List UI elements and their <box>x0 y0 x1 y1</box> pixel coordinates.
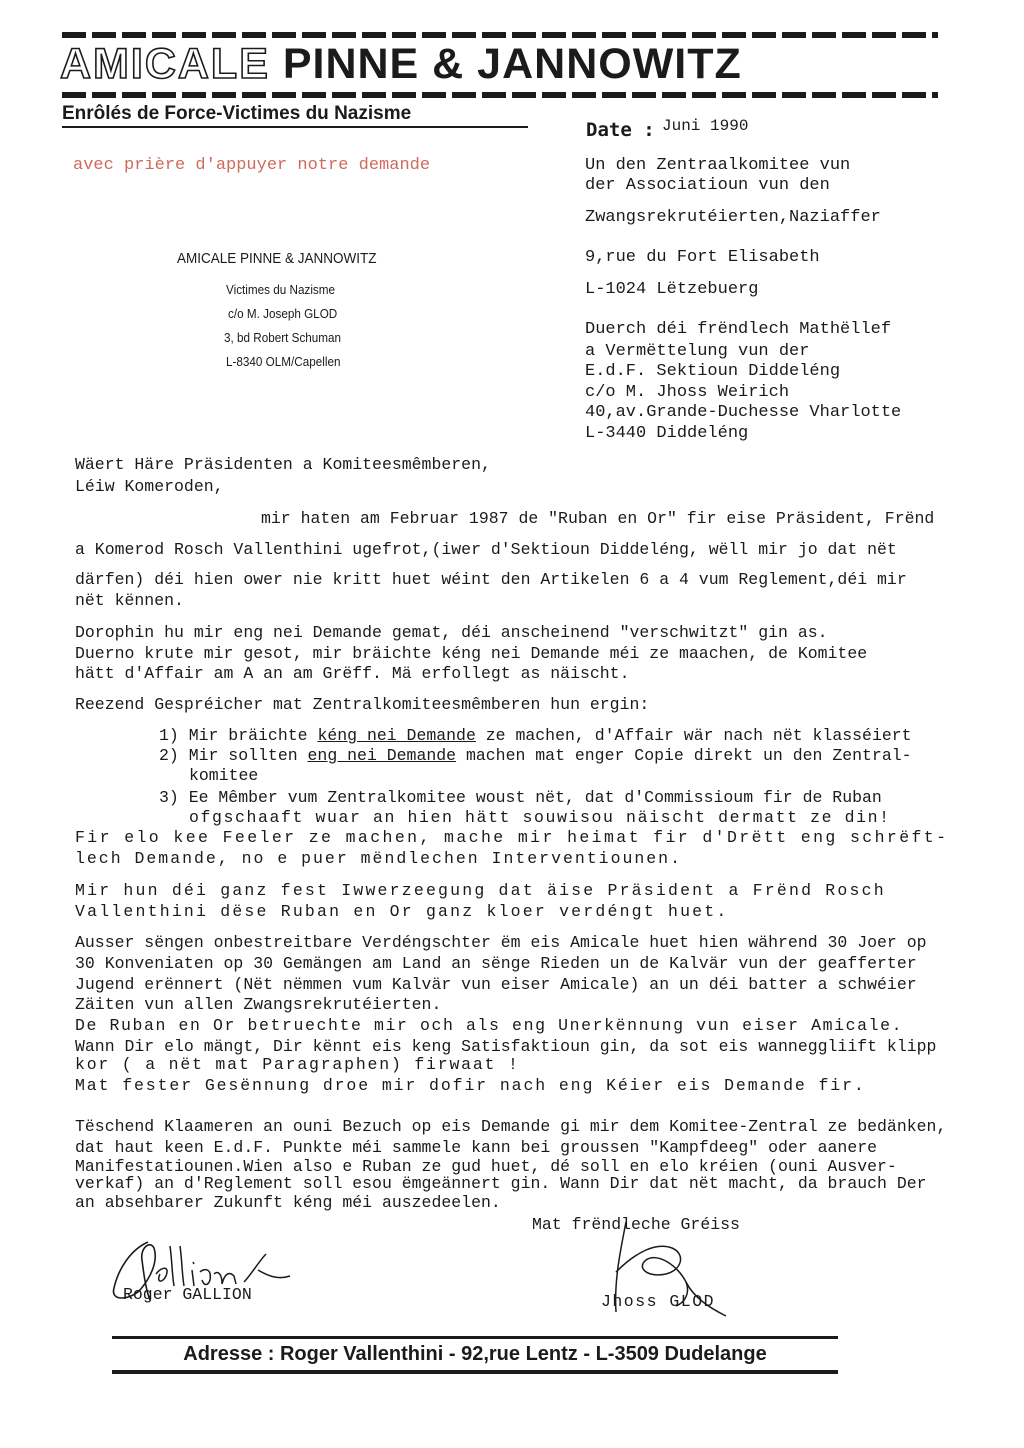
body-line: Fir elo kee Feeler ze machen, mache mir heimat fir d'Drëtt eng schrëft- <box>75 828 949 847</box>
recipient-line: L-1024 Lëtzebuerg <box>585 280 759 299</box>
body-line: verkaf) an d'Reglement soll esou ëmgeännert gin. Wann Dir dat nët macht, da brauch Der <box>75 1174 927 1193</box>
footer-bottom-rule <box>112 1370 838 1374</box>
body-line: kor ( a nët mat Paragraphen) firwaat ! <box>75 1055 520 1074</box>
body-line: 30 Konveniaten op 30 Gemängen am Land an sënge Rieden un de Kalvär vun der geafferter <box>75 954 917 973</box>
list-item-continuation: ofgschaaft wuar an hien hätt souwisou näischt dermatt ze din! <box>189 808 891 827</box>
body-line: Vallenthini dëse Ruban en Or ganz kloer verdéngt huet. <box>75 902 729 921</box>
salutation-line: Wäert Häre Präsidenten a Komiteesmêmberen, <box>75 455 491 474</box>
list-item-continuation: komitee <box>189 766 259 785</box>
date-label: Date : <box>586 119 655 141</box>
stamp-line: c/o M. Joseph GLOD <box>228 306 338 321</box>
top-dashed-rule <box>62 32 938 38</box>
list-text: ze machen, d'Affair wär nach nët klasséiert <box>475 726 912 745</box>
body-line: mir haten am Februar 1987 de "Ruban en Or" fir eise Präsident, Frënd <box>261 509 935 528</box>
body-line: dat haut keen E.d.F. Punkte méi sammele kann bei groussen "Kampfdeeg" oder aanere <box>75 1138 878 1157</box>
body-line: Manifestatiounen.Wien also e Ruban ze gud huet, dé soll en elo kréien (ouni Ausver- <box>75 1157 897 1176</box>
recipient-line: Un den Zentraalkomitee vun <box>585 156 851 175</box>
recipient-line: a Vermëttelung vun der <box>585 342 810 361</box>
stamp-line: AMICALE PINNE & JANNOWITZ <box>177 250 377 267</box>
stamp-line: 3, bd Robert Schuman <box>224 330 342 345</box>
body-line: Zäiten vun allen Zwangsrekrutéierten. <box>75 995 442 1014</box>
body-line: an absehbarer Zukunft kéng méi auszedeelen. <box>75 1193 501 1212</box>
letterhead-title <box>60 40 940 92</box>
list-text-underlined: eng nei Demande <box>307 746 457 765</box>
recipient-line: c/o M. Jhoss Weirich <box>585 383 790 402</box>
body-line: Jugend erënnert (Nët nëmmen vum Kalvär vun eiser Amicale) an un déi batter a schwéier <box>75 975 917 994</box>
recipient-line: L-3440 Diddeléng <box>585 424 749 443</box>
body-line: Duerno krute mir gesot, mir bräichte kéng nei Demande méi ze maachen, de Komitee <box>75 644 868 663</box>
footer-top-rule <box>112 1336 838 1339</box>
body-line: därfen) déi hien ower nie kritt huet wéint den Artikelen 6 a 4 vum Reglement,déi mir <box>75 570 907 589</box>
recipient-line: Duerch déi frëndlech Mathëllef <box>585 320 892 339</box>
recipient-line: Zwangsrekrutéierten,Naziaffer <box>585 208 881 227</box>
list-text: machen mat enger Copie direkt un den Zentral- <box>456 746 912 765</box>
recipient-line: 40,av.Grande-Duchesse Vharlotte <box>585 403 902 422</box>
body-line: De Ruban en Or betruechte mir och als eng Unerkënnung vun eiser Amicale. <box>75 1016 904 1035</box>
body-line: Mir hun déi ganz fest Iwwerzeegung dat äise Präsident a Frënd Rosch <box>75 881 886 900</box>
list-text-underlined: kéng nei Demande <box>317 726 476 745</box>
date-value: Juni 1990 <box>662 117 749 135</box>
body-line: lech Demande, no e puer mëndlechen Interventiounen. <box>75 849 682 868</box>
closing: Mat frëndleche Gréiss <box>532 1215 740 1234</box>
body-line: Dorophin hu mir eng nei Demande gemat, déi anscheinend "verschwitzt" gin as. <box>75 623 828 642</box>
salutation-line: Léiw Komeroden, <box>75 477 224 496</box>
stamp-line: Victimes du Nazisme <box>226 282 336 297</box>
bottom-dashed-rule <box>62 92 938 98</box>
body-line: Mat fester Gesënnung droe mir dofir nach eng Kéier eis Demande fir. <box>75 1076 866 1095</box>
letterhead-title-solid: PINNE & JANNOWITZ <box>269 40 742 88</box>
stamp-line: L-8340 OLM/Capellen <box>226 354 341 369</box>
body-line: a Komerod Rosch Vallenthini ugefrot,(iwer d'Sektioun Diddeléng, wëll mir jo dat nët <box>75 540 897 559</box>
letterhead-subtitle: Enrôlés de Force-Victimes du Nazisme <box>62 103 412 124</box>
body-line: Wann Dir elo mängt, Dir kënnt eis keng Satisfaktioun gin, da sot eis wanneggliift klipp <box>75 1037 937 1056</box>
recipient-line: der Associatioun vun den <box>585 176 830 195</box>
body-line: Tëschend Klaameren an ouni Bezuch op eis Demande gi mir dem Komitee-Zentral ze bedänken, <box>75 1117 947 1136</box>
letterhead-title-outline: AMICALE <box>60 40 270 88</box>
body-line: hätt d'Affair am A an am Grëff. Mä erfollegt as näischt. <box>75 664 630 683</box>
body-line: Ausser sëngen onbestreitbare Verdéngschter ëm eis Amicale huet hien während 30 Joer op <box>75 933 927 952</box>
red-note: avec prière d'appuyer notre demande <box>73 156 431 175</box>
signature-right-name: Jhoss GLOD <box>601 1292 716 1311</box>
list-text: 1) Mir bräichte <box>159 726 318 745</box>
recipient-line: E.d.F. Sektioun Diddeléng <box>585 362 841 381</box>
list-item <box>159 746 912 767</box>
list-text: 2) Mir sollten <box>159 746 308 765</box>
signature-left-name: Roger GALLION <box>123 1285 252 1304</box>
body-line: nët kënnen. <box>75 591 184 610</box>
footer-address: Adresse : Roger Vallenthini - 92,rue Lentz - L-3509 Dudelange <box>183 1343 767 1365</box>
subtitle-underline <box>62 126 528 128</box>
body-line: Reezend Gespréicher mat Zentralkomiteesmêmberen hun ergin: <box>75 695 650 714</box>
list-item: 3) Ee Mêmber vum Zentralkomitee woust nët, dat d'Commissioum fir de Ruban <box>159 788 882 807</box>
list-item <box>159 726 912 747</box>
recipient-line: 9,rue du Fort Elisabeth <box>585 248 820 267</box>
